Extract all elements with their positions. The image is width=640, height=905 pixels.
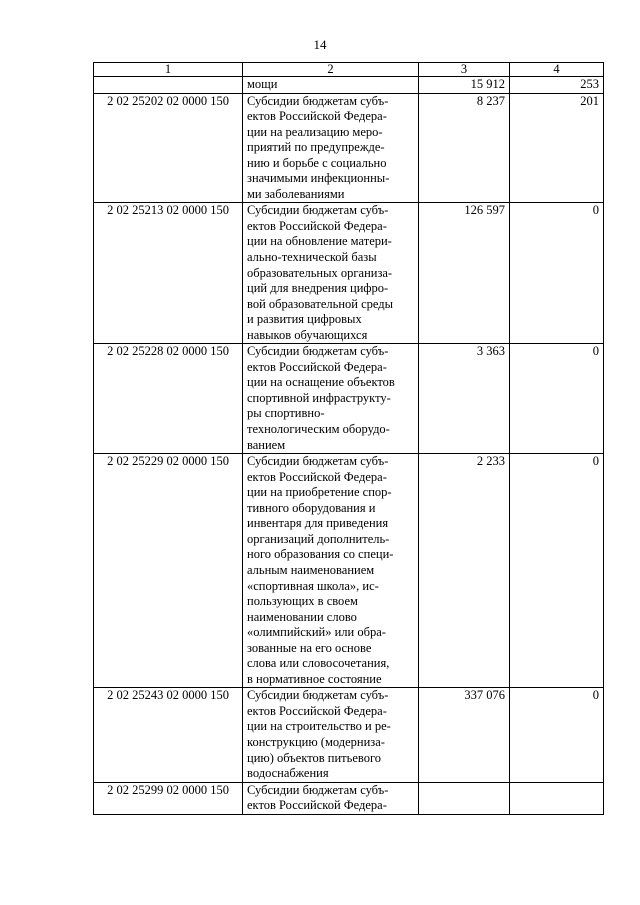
table-row bbox=[94, 203, 604, 344]
description-line: ции на реализацию меро- bbox=[247, 124, 383, 139]
description-line: водоснабжения bbox=[247, 766, 329, 781]
description-line: вой образовательной среды bbox=[247, 296, 394, 311]
amount-col4-cell: 0 bbox=[510, 344, 604, 454]
description-line: конструкцию (модерниза- bbox=[247, 734, 385, 749]
description-line: Субсидии бюджетам субъ- bbox=[247, 93, 389, 108]
description-line: ально-технической базы bbox=[247, 250, 377, 265]
budget-code-cell: 2 02 25228 02 0000 150 bbox=[94, 344, 243, 454]
table-row bbox=[94, 782, 604, 814]
budget-code-cell: 2 02 25202 02 0000 150 bbox=[94, 93, 243, 203]
description-line: Субсидии бюджетам субъ- bbox=[247, 454, 389, 469]
description-line: наименовании слово bbox=[247, 609, 357, 624]
description-line: ектов Российской Федера- bbox=[247, 218, 387, 233]
description-line: организаций дополнитель- bbox=[247, 531, 390, 546]
header-cell-2: 2 bbox=[243, 63, 419, 77]
description-line: Субсидии бюджетам субъ- bbox=[247, 203, 389, 218]
description-line: ций для внедрения цифро- bbox=[247, 281, 389, 296]
description-line: инвентаря для приведения bbox=[247, 516, 389, 531]
description-line: спортивной инфраструкту- bbox=[247, 390, 391, 405]
description-line: ектов Российской Федера- bbox=[247, 359, 387, 374]
amount-col4-cell: 0 bbox=[510, 688, 604, 782]
amount-col4-cell bbox=[510, 782, 604, 814]
amount-col4-cell: 253 bbox=[510, 77, 604, 94]
table-row bbox=[94, 688, 604, 782]
description-line: ми заболеваниями bbox=[247, 186, 345, 201]
description-line: ектов Российской Федера- bbox=[247, 798, 387, 813]
table-header-row bbox=[94, 63, 604, 77]
table-row bbox=[94, 454, 604, 688]
header-cell-3: 3 bbox=[419, 63, 510, 77]
description-line: и развития цифровых bbox=[247, 312, 362, 327]
table-row bbox=[94, 344, 604, 454]
description-line: ного образования со специ- bbox=[247, 547, 394, 562]
description-line: ектов Российской Федера- bbox=[247, 703, 387, 718]
amount-col3-cell: 3 363 bbox=[419, 344, 510, 454]
amount-col3-cell: 337 076 bbox=[419, 688, 510, 782]
description-line: ции на приобретение спор- bbox=[247, 485, 392, 500]
table-row bbox=[94, 93, 604, 203]
description-line: Субсидии бюджетам субъ- bbox=[247, 782, 389, 797]
description-cell bbox=[243, 93, 419, 203]
amount-col3-cell bbox=[419, 782, 510, 814]
table-row bbox=[94, 77, 604, 94]
description-line: «спортивная школа», ис- bbox=[247, 578, 379, 593]
description-line: Субсидии бюджетам субъ- bbox=[247, 688, 389, 703]
budget-code-cell: 2 02 25229 02 0000 150 bbox=[94, 454, 243, 688]
description-line: зованные на его основе bbox=[247, 640, 372, 655]
amount-col4-cell: 201 bbox=[510, 93, 604, 203]
budget-code-cell bbox=[94, 77, 243, 94]
budget-code-cell: 2 02 25299 02 0000 150 bbox=[94, 782, 243, 814]
budget-code-cell: 2 02 25243 02 0000 150 bbox=[94, 688, 243, 782]
description-line: мощи bbox=[247, 77, 278, 91]
description-line: значимыми инфекционны- bbox=[247, 171, 390, 186]
description-line: тивного оборудования и bbox=[247, 500, 376, 515]
amount-col4-cell: 0 bbox=[510, 203, 604, 344]
description-line: ры спортивно- bbox=[247, 406, 325, 421]
description-cell bbox=[243, 77, 419, 94]
header-cell-1: 1 bbox=[94, 63, 243, 77]
amount-col3-cell: 2 233 bbox=[419, 454, 510, 688]
description-cell bbox=[243, 203, 419, 344]
description-line: альным наименованием bbox=[247, 562, 375, 577]
description-line: навыков обучающихся bbox=[247, 327, 368, 342]
header-cell-4: 4 bbox=[510, 63, 604, 77]
description-line: в нормативное состояние bbox=[247, 671, 382, 686]
amount-col3-cell: 15 912 bbox=[419, 77, 510, 94]
description-line: ции на обновление матери- bbox=[247, 234, 392, 249]
budget-code-cell: 2 02 25213 02 0000 150 bbox=[94, 203, 243, 344]
description-cell bbox=[243, 782, 419, 814]
budget-table bbox=[93, 62, 604, 815]
description-line: слова или словосочетания, bbox=[247, 656, 390, 671]
description-line: ванием bbox=[247, 437, 286, 452]
description-line: цию) объектов питьевого bbox=[247, 750, 382, 765]
description-line: Субсидии бюджетам субъ- bbox=[247, 344, 389, 359]
description-cell bbox=[243, 688, 419, 782]
description-line: образовательных организа- bbox=[247, 265, 393, 280]
description-line: ектов Российской Федера- bbox=[247, 109, 387, 124]
amount-col3-cell: 126 597 bbox=[419, 203, 510, 344]
description-line: нию и борьбе с социально bbox=[247, 155, 387, 170]
description-cell bbox=[243, 454, 419, 688]
description-cell bbox=[243, 344, 419, 454]
description-line: «олимпийский» или обра- bbox=[247, 625, 386, 640]
description-line: ектов Российской Федера- bbox=[247, 469, 387, 484]
amount-col3-cell: 8 237 bbox=[419, 93, 510, 203]
description-line: ции на оснащение объектов bbox=[247, 375, 395, 390]
description-line: технологическим оборудо- bbox=[247, 422, 390, 437]
description-line: приятий по предупрежде- bbox=[247, 140, 385, 155]
description-line: пользующих в своем bbox=[247, 594, 358, 609]
description-line: ции на строительство и ре- bbox=[247, 719, 391, 734]
amount-col4-cell: 0 bbox=[510, 454, 604, 688]
page-number: 14 bbox=[313, 37, 327, 52]
